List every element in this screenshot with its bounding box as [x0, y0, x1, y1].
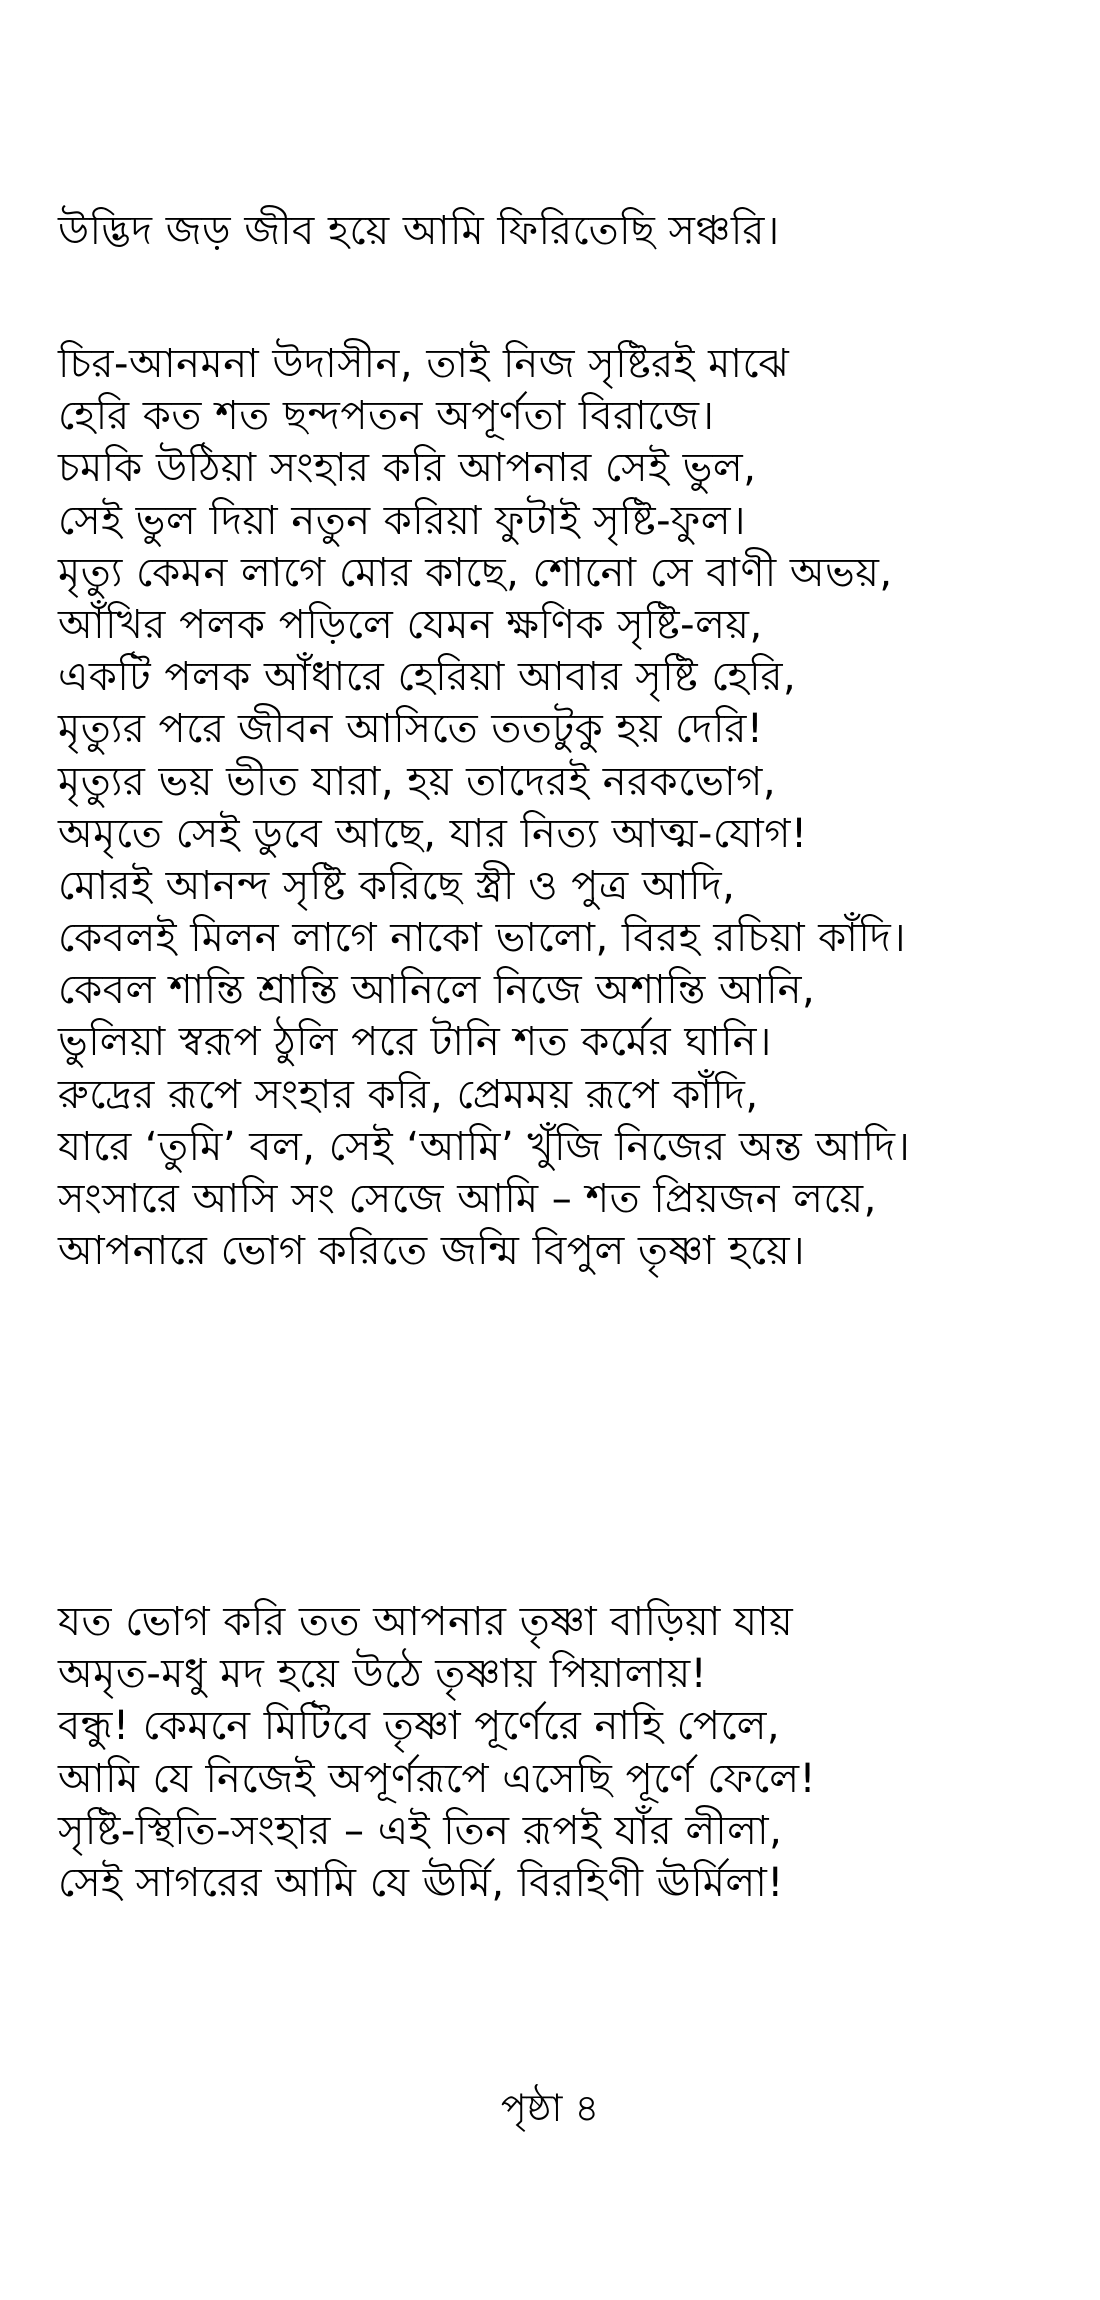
- poem-stanza-1: [58, 205, 1068, 257]
- poem-line: বন্ধু! কেমনে মিটিবে তৃষ্ণা পূর্ণেরে নাহি পেলে,: [58, 1703, 781, 1750]
- page-number: পৃষ্ঠা ৪: [500, 2086, 600, 2130]
- poem-line: অমৃত-মধু মদ হয়ে উঠে তৃষ্ণায় পিয়ালায়!: [58, 1651, 708, 1698]
- poem-line: একটি পলক আঁধারে হেরিয়া আবার সৃষ্টি হেরি,: [58, 654, 797, 701]
- poem-line: কেবলই মিলন লাগে নাকো ভালো, বিরহ রচিয়া কাঁদি।: [58, 915, 907, 962]
- poem-line: মৃত্যুর পরে জীবন আসিতে ততটুকু হয় দেরি!: [58, 706, 764, 753]
- poem-line: ভুলিয়া স্বরূপ ঠুলি পরে টানি শত কর্মের ঘানি।: [58, 1019, 772, 1066]
- poem-line: আঁখির পলক পড়িলে যেমন ক্ষণিক সৃষ্টি-লয়,: [58, 601, 763, 648]
- poem-line: আপনারে ভোগ করিতে জন্মি বিপুল তৃষ্ণা হয়ে।: [58, 1228, 805, 1275]
- poem-line: চমকি উঠিয়া সংহার করি আপনার সেই ভুল,: [58, 445, 757, 492]
- poem-line: উদ্ভিদ জড় জীব হয়ে আমি ফিরিতেছি সঞ্চরি।: [58, 208, 780, 254]
- poem-line: অমৃতে সেই ডুবে আছে, যার নিত্য আত্ম-যোগ!: [58, 810, 808, 857]
- poem-line: সেই সাগরের আমি যে ঊর্মি, বিরহিণী ঊর্মিলা!: [58, 1859, 784, 1906]
- poem-line: চির-আনমনা উদাসীন, তাই নিজ সৃষ্টিরই মাঝে: [58, 341, 790, 387]
- poem-line: যারে ‘তুমি’ বল, সেই ‘আমি’ খুঁজি নিজের অন্ত আদি।: [58, 1123, 911, 1170]
- poem-line: মৃত্যু কেমন লাগে মোর কাছে, শোনো সে বাণী অভয়,: [58, 549, 893, 596]
- poem-line: যত ভোগ করি তত আপনার তৃষ্ণা বাড়িয়া যায়: [58, 1599, 794, 1645]
- poem-line: সেই ভুল দিয়া নতুন করিয়া ফুটাই সৃষ্টি-ফুল।: [58, 497, 746, 544]
- poem-line: আমি যে নিজেই অপূর্ণরূপে এসেছি পূর্ণে ফেলে!: [58, 1755, 817, 1802]
- poem-line: রুদ্রের রূপে সংহার করি, প্রেমময় রূপে কাঁদি,: [58, 1071, 759, 1118]
- poem-line: সংসারে আসি সং সেজে আমি – শত প্রিয়জন লয়ে,: [58, 1176, 877, 1222]
- poem-stanza-2: [58, 338, 1068, 1277]
- poem-line: মৃত্যুর ভয় ভীত যারা, হয় তাদেরই নরকভোগ,: [58, 758, 777, 805]
- poem-stanza-3: [58, 1596, 1068, 1909]
- poem-line: হেরি কত শত ছন্দপতন অপূর্ণতা বিরাজে।: [58, 393, 715, 440]
- poem-line: মোরই আনন্দ সৃষ্টি করিছে স্ত্রী ও পুত্র আদি,: [58, 862, 736, 909]
- poem-line: কেবল শান্তি শ্রান্তি আনিলে নিজে অশান্তি আনি,: [58, 967, 816, 1014]
- poem-line: সৃষ্টি-স্থিতি-সংহার – এই তিন রূপই যাঁর লীলা,: [58, 1807, 783, 1854]
